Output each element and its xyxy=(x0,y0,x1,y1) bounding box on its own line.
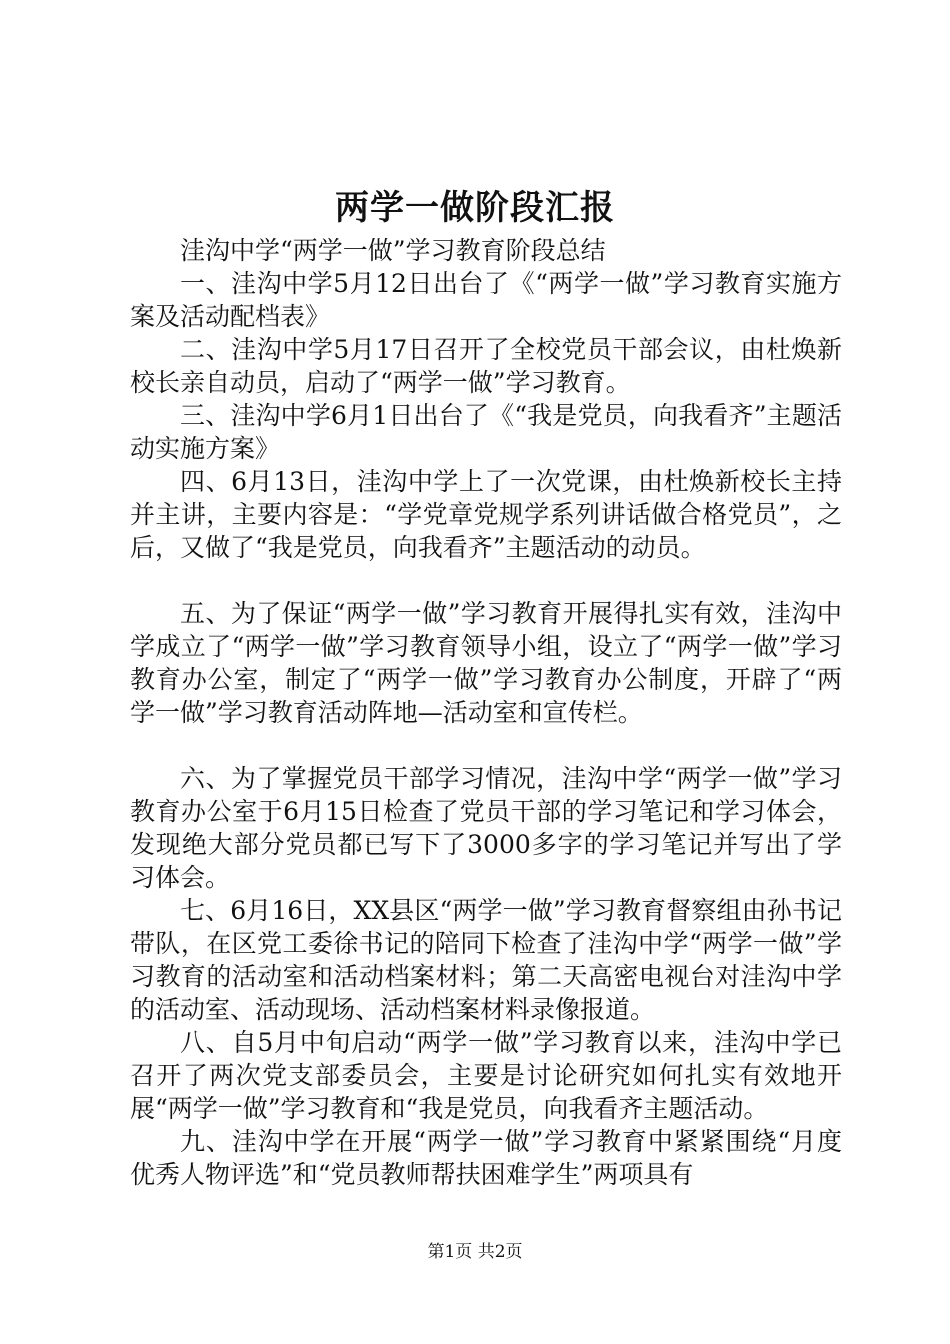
paragraph-1: 一、洼沟中学5月12日出台了《“两学一做”学习教育实施方案及活动配档表》 xyxy=(130,269,842,331)
paragraph-6: 六、为了掌握党员干部学习情况，洼沟中学“两学一做”学习教育办公室于6月15日检查了党员干部的学习笔记和学习体会，发现绝大部分党员都已写下了3000多字的学习笔记并写出了学习体会。 xyxy=(130,764,842,892)
paragraph-4: 四、6月13日，洼沟中学上了一次党课，由杜焕新校长主持并主讲，主要内容是：“学党章党规学系列讲话做合格党员”，之后，又做了“我是党员，向我看齐”主题活动的动员。 xyxy=(130,467,842,562)
paragraph-2: 二、洼沟中学5月17日召开了全校党员干部会议，由杜焕新校长亲自动员，启动了“两学一做”学习教育。 xyxy=(130,335,842,397)
paragraph-7: 七、6月16日，XX县区“两学一做”学习教育督察组由孙书记带队，在区党工委徐书记的陪同下检查了洼沟中学“两学一做”学习教育的活动室和活动档案材料；第二天高密电视台对洼沟中学的活动室、活动现场、活动档案材料录像报道。 xyxy=(130,896,842,1024)
page-number-footer: 第1页 共2页 xyxy=(427,1242,523,1262)
paragraph-5: 五、为了保证“两学一做”学习教育开展得扎实有效，洼沟中学成立了“两学一做”学习教育领导小组，设立了“两学一做”学习教育办公室，制定了“两学一做”学习教育办公制度，开辟了“两学一做”学习教育活动阵地—活动室和宣传栏。 xyxy=(130,599,842,727)
paragraph-3: 三、洼沟中学6月1日出台了《“我是党员，向我看齐”主题活动实施方案》 xyxy=(130,401,842,463)
document-body xyxy=(130,234,842,1191)
paragraph-8: 八、自5月中旬启动“两学一做”学习教育以来，洼沟中学已召开了两次党支部委员会，主要是讨论研究如何扎实有效地开展“两学一做”学习教育和“我是党员，向我看齐主题活动。 xyxy=(130,1028,842,1123)
paragraph-9: 九、洼沟中学在开展“两学一做”学习教育中紧紧围绕“月度优秀人物评选”和“党员教师帮扶困难学生”两项具有 xyxy=(130,1127,842,1189)
document-title: 两学一做阶段汇报 xyxy=(335,188,615,228)
paragraph-intro: 洼沟中学“两学一做”学习教育阶段总结 xyxy=(180,236,606,265)
